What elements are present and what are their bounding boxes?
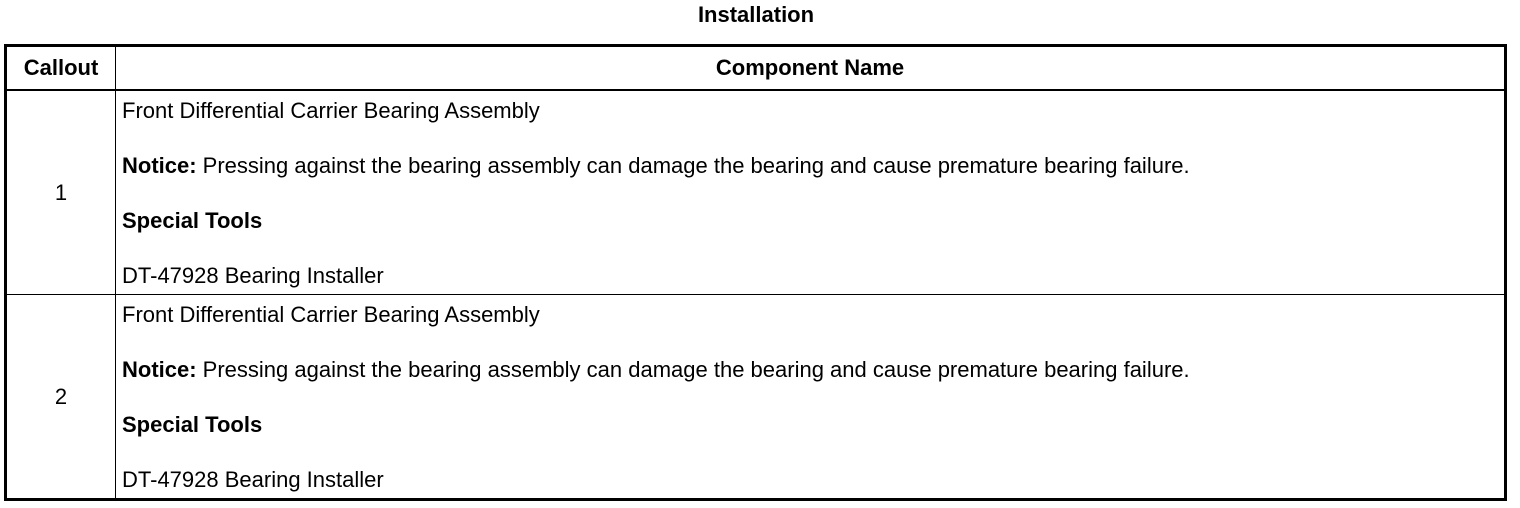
component-cell [116, 90, 1506, 295]
special-tools-heading: Special Tools [122, 412, 263, 437]
notice-label: Notice: [122, 357, 197, 382]
component-cell [116, 295, 1506, 500]
table-row [6, 90, 1506, 295]
special-tools-heading: Special Tools [122, 208, 263, 233]
page-title: Installation [697, 2, 815, 27]
table-row [6, 295, 1506, 500]
callout-number: 1 [6, 90, 116, 295]
notice-text: Pressing against the bearing assembly can damage the bearing and cause premature bearing failure. [196, 357, 1190, 382]
special-tool-item: DT-47928 Bearing Installer [122, 467, 384, 492]
notice [122, 356, 1504, 384]
table-header-row [6, 46, 1506, 91]
component-name: Front Differential Carrier Bearing Assembly [122, 302, 540, 327]
notice-text: Pressing against the bearing assembly can damage the bearing and cause premature bearing failure. [196, 153, 1190, 178]
notice [122, 152, 1504, 180]
callout-column-header: Callout [6, 46, 116, 91]
special-tool-item: DT-47928 Bearing Installer [122, 263, 384, 288]
component-name-column-header: Component Name [116, 46, 1506, 91]
callout-number: 2 [6, 295, 116, 500]
notice-label: Notice: [122, 153, 197, 178]
component-name: Front Differential Carrier Bearing Assembly [122, 98, 540, 123]
installation-table [4, 44, 1507, 501]
